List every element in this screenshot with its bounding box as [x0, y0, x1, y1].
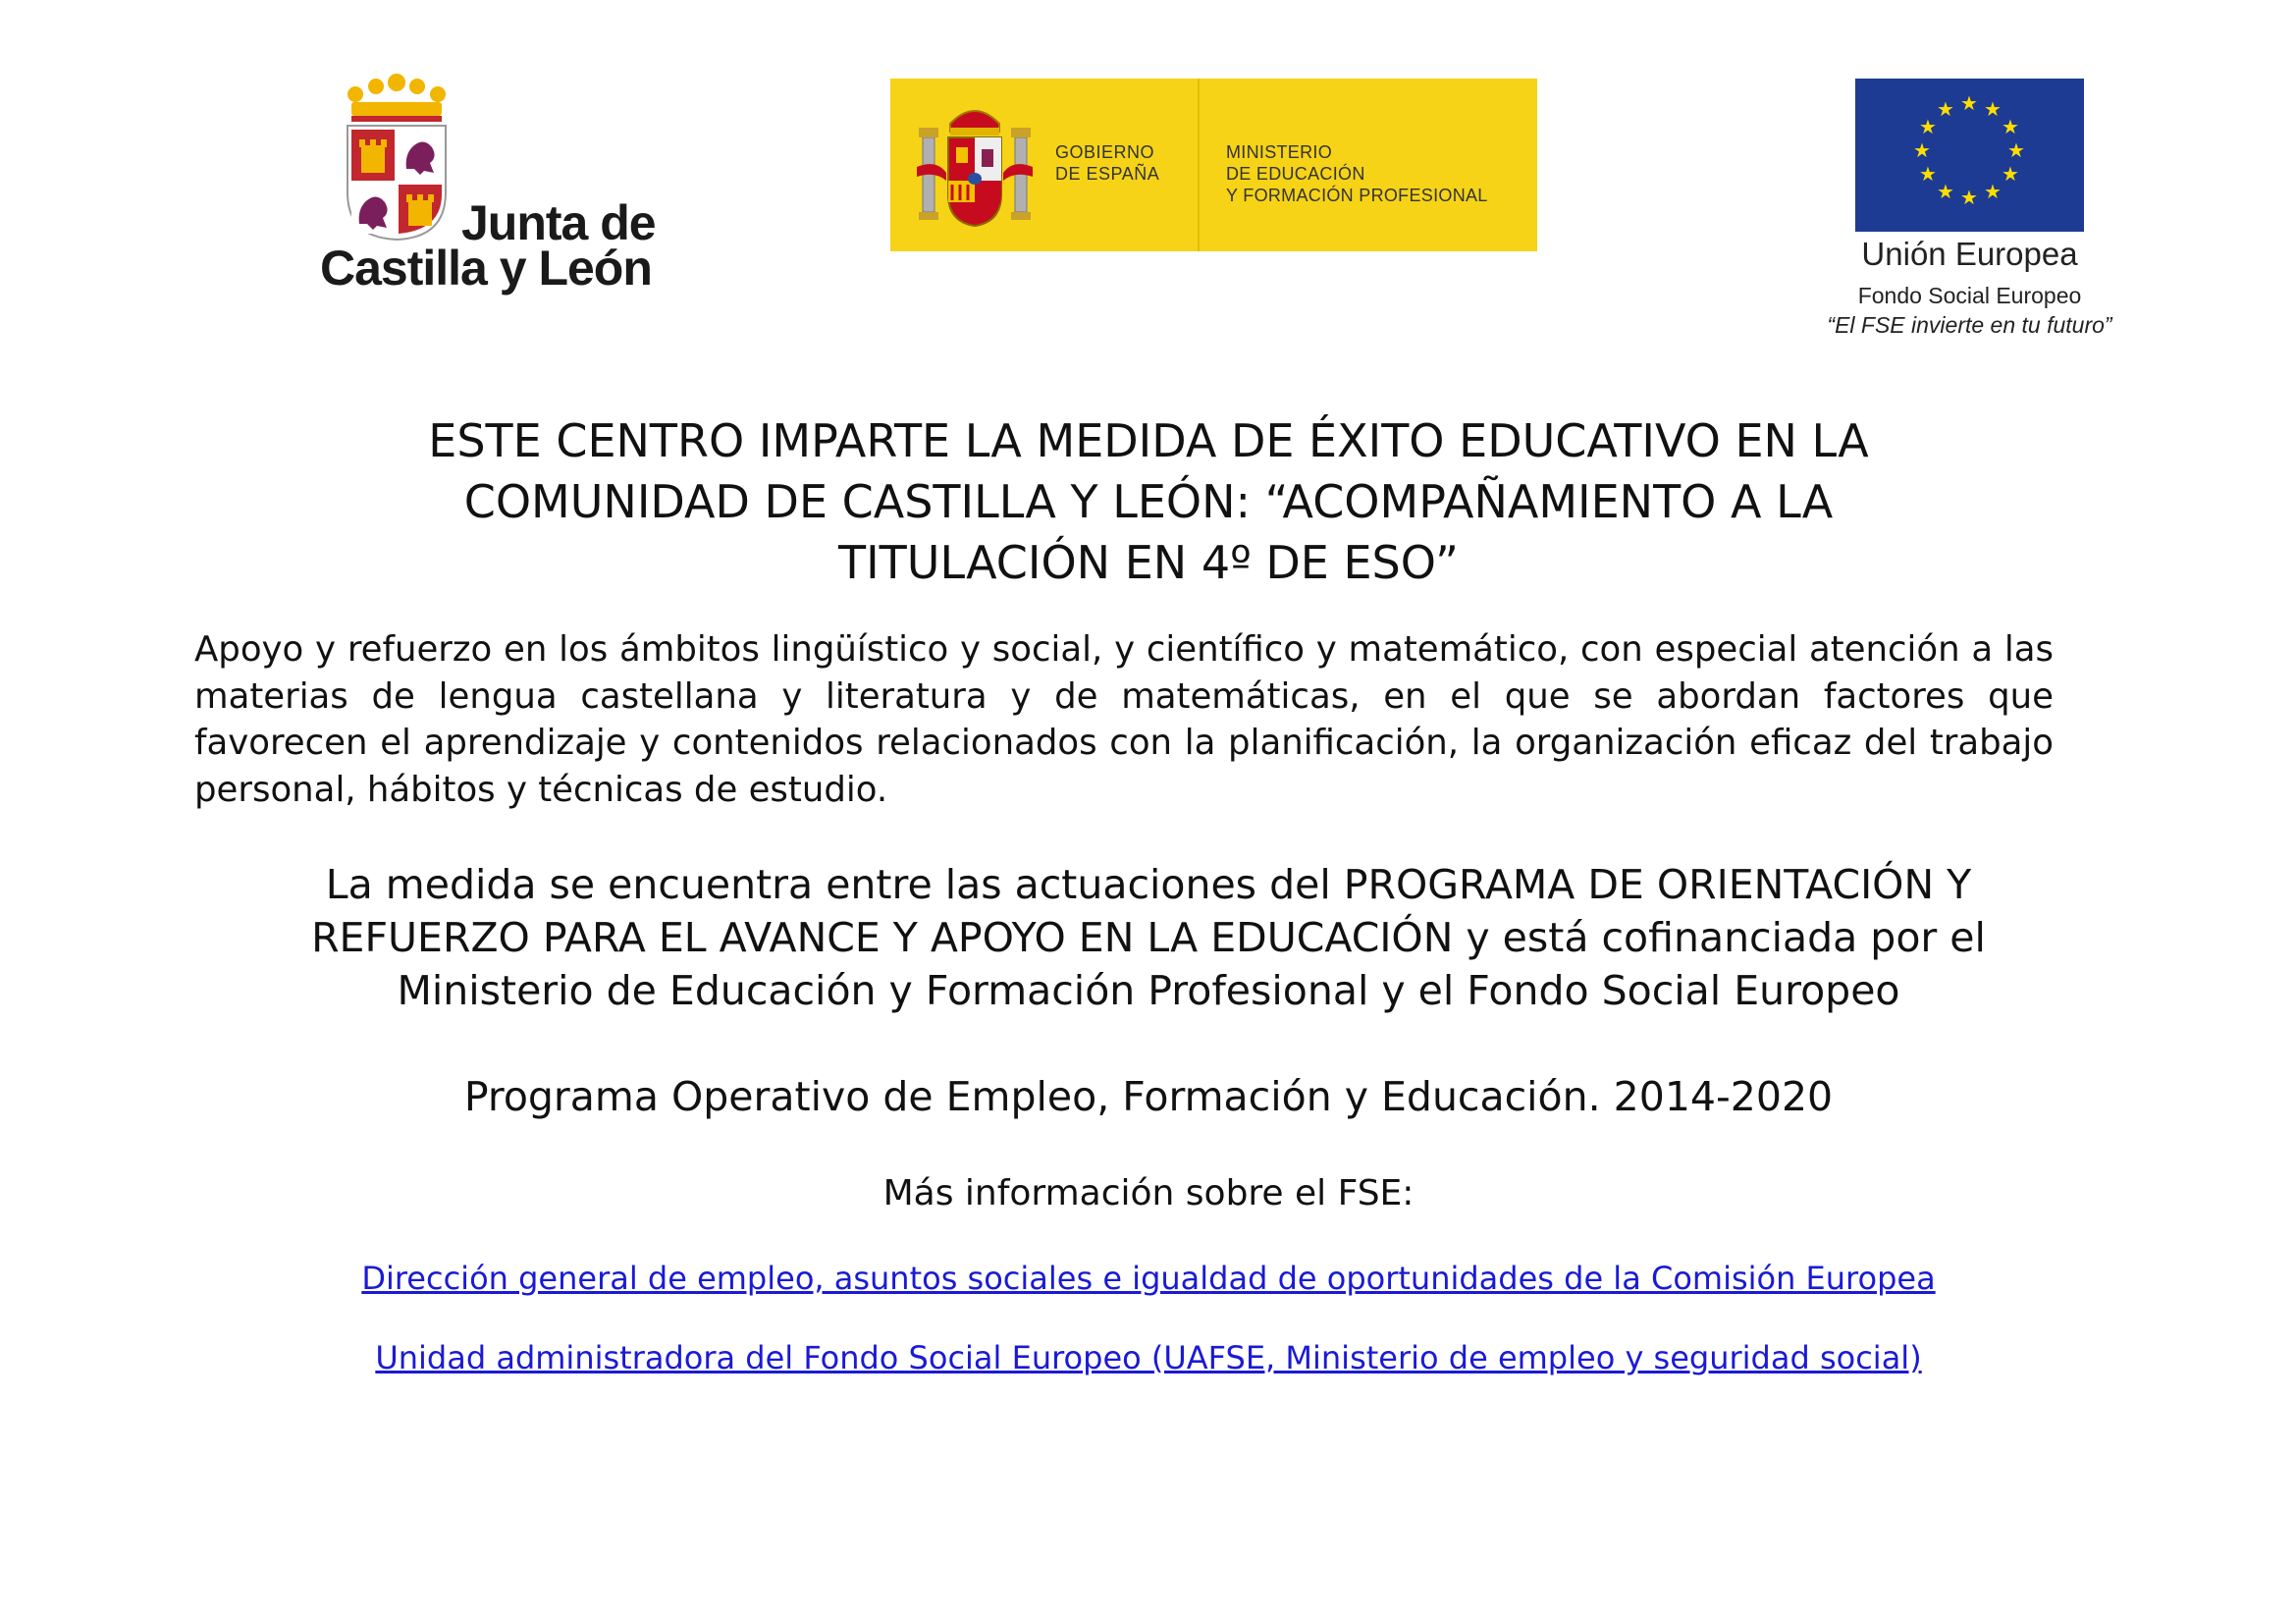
link-uafse[interactable]: Unidad administradora del Fondo Social Europeo (UAFSE, Ministerio de empleo y seguridad social) [375, 1339, 1922, 1376]
link-dg-empleo-comision-europea[interactable]: Dirección general de empleo, asuntos sociales e igualdad de oportunidades de la Comisión Europea [361, 1260, 1936, 1297]
spain-coat-of-arms-icon [917, 98, 1033, 232]
svg-text:★: ★ [1919, 115, 1937, 138]
headline-line: COMUNIDAD DE CASTILLA Y LEÓN: “ACOMPAÑAMIENTO A LA [463, 475, 1834, 528]
union-europea-logo [1787, 77, 2140, 351]
svg-text:★: ★ [1937, 97, 1954, 121]
eu-name: Unión Europea [1861, 236, 2078, 272]
junta-logo-line1: Junta de [461, 195, 656, 250]
gobierno-text: GOBIERNO DE ESPAÑA [1055, 142, 1160, 184]
svg-text:★: ★ [2002, 115, 2019, 138]
svg-text:★: ★ [1984, 180, 2002, 203]
svg-text:★: ★ [1960, 91, 1978, 115]
measure-paragraph [147, 858, 2150, 1017]
eu-flag-icon [1855, 79, 2084, 232]
more-info-label: Más información sobre el FSE: [882, 1173, 1415, 1213]
svg-text:★: ★ [1913, 138, 1931, 162]
measure-line: Ministerio de Educación y Formación Profesional y el Fondo Social Europeo [397, 967, 1900, 1014]
headline-line: ESTE CENTRO IMPARTE LA MEDIDA DE ÉXITO EDUCATIVO EN LA [428, 414, 1869, 467]
svg-text:★: ★ [2007, 138, 2025, 162]
headline-line: TITULACIÓN EN 4º DE ESO” [838, 536, 1459, 589]
gobierno-divider [1198, 79, 1200, 251]
eu-motto: “El FSE invierte en tu futuro” [1827, 312, 2112, 338]
ministerio-text: MINISTERIO DE EDUCACIÓN Y FORMACIÓN PROFESIONAL [1226, 142, 1488, 205]
junta-castilla-leon-logo [320, 73, 693, 304]
svg-text:★: ★ [1984, 97, 2002, 121]
crown-icon [346, 73, 448, 124]
headline [147, 410, 2150, 593]
measure-line: La medida se encuentra entre las actuaciones del PROGRAMA DE ORIENTACIÓN Y [325, 861, 1972, 908]
intro-paragraph: Apoyo y refuerzo en los ámbitos lingüístico y social, y científico y matemático, con especial atención a las materias de lengua castellana y literatura y de matemáticas, en el que se abordan factores que favorecen el aprendizaje y contenidos relacionados con la planificación, la organización eficaz del trabajo personal, hábitos y técnicas de estudio. [194, 629, 2054, 810]
svg-text:★: ★ [1960, 186, 1978, 209]
svg-text:★: ★ [2002, 162, 2019, 186]
svg-text:★: ★ [1919, 162, 1937, 186]
junta-logo-line2: Castilla y León [320, 241, 652, 296]
eu-fund-name: Fondo Social Europeo [1857, 283, 2082, 308]
svg-text:★: ★ [1937, 180, 1954, 203]
gobierno-espana-logo [890, 79, 1537, 251]
program-title: Programa Operativo de Empleo, Formación y Educación. 2014-2020 [463, 1073, 1834, 1120]
measure-line: REFUERZO PARA EL AVANCE Y APOYO EN LA EDUCACIÓN y está cofinanciada por el [311, 914, 1986, 961]
